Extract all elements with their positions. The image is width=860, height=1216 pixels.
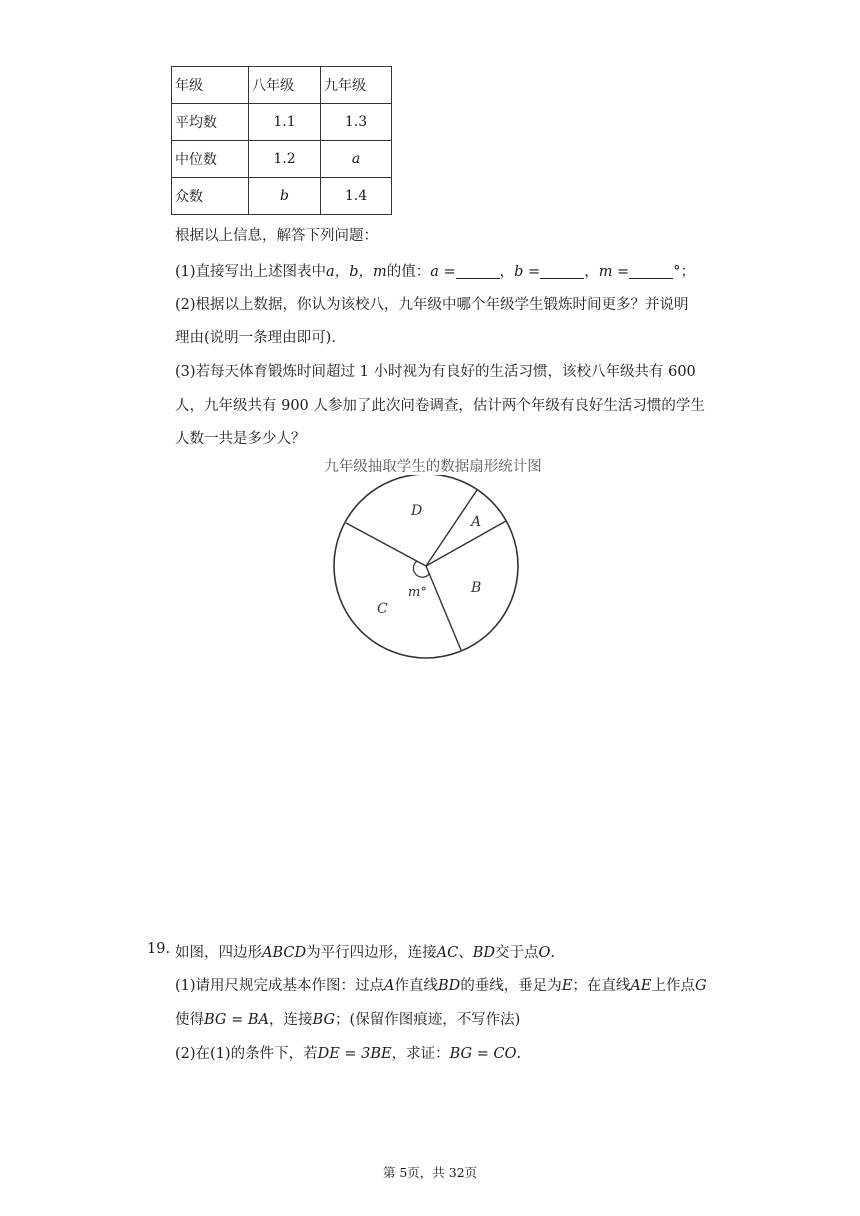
table-cell: 1.4 [321,178,392,215]
q19-text: 上作点 [651,978,695,994]
answer-blank[interactable] [456,264,500,280]
q19-var: AE [630,978,652,994]
pie-chart-figure [320,475,540,675]
sector-label-a: A [471,514,482,530]
q19-var: BG = CO [449,1046,517,1062]
table-header-cell: 九年级 [321,67,392,104]
q1-prefix: (1)直接写出上述图表中 [175,264,327,280]
page-footer: 第 5页，共 32页 [382,1165,478,1180]
sector-label-b: B [471,580,482,596]
pie-divider-line [426,490,477,566]
question-3-line2: 人，九年级共有 900 人参加了此次问卷调查，估计两个年级有良好生活习惯的学生 [175,398,705,414]
table-row [172,67,392,104]
q19-text: ，求证： [391,1046,450,1062]
table-header-cell: 年级 [172,67,249,104]
q19-text: . [550,945,555,961]
sector-label-c: C [377,601,388,617]
sector-label-d: D [411,503,423,519]
pie-divider-line [426,566,461,650]
question-2-line2: 理由(说明一条理由即可)． [175,330,346,346]
q1-b-label: b = [514,264,541,280]
pie-divider-line [426,521,506,566]
figure-title: 九年级抽取学生的数据扇形统计图 [324,459,542,475]
q19-text: ，连接 [269,1012,313,1028]
q19-text: (1)请用尺规完成基本作图：过点 [175,978,385,994]
q19-var: BG = BA [204,1012,270,1028]
table-header-cell: 八年级 [249,67,321,104]
q1-sep: ， [499,264,515,280]
question-19-part2 [175,1042,521,1063]
table-row-label: 平均数 [172,104,249,141]
table-row-label: 中位数 [172,141,249,178]
table-cell-variable: b [280,188,289,204]
q19-text: ；(保留作图痕迹，不写作法) [335,1012,521,1028]
answer-blank[interactable] [540,264,584,280]
q19-text: 交于点 [494,945,539,961]
q1-m-label: m = [598,264,630,280]
question-number: 19. [147,941,171,957]
q19-var: G [694,978,707,994]
q19-var: DE = 3BE [317,1046,392,1062]
q19-var: AC [436,945,459,961]
question-1 [175,260,695,281]
table-cell: 1.1 [249,104,321,141]
question-19-part1-line2 [175,1008,520,1029]
q19-text: ；在直线 [572,978,631,994]
q19-var: BD [438,978,461,994]
table-row [172,141,392,178]
q1-sep: ， [584,264,599,280]
q19-text: 作直线 [394,978,439,994]
angle-label: m° [408,585,427,600]
q1-a-label: a = [430,264,456,280]
q19-var: BG [312,1012,336,1028]
q19-var: E [561,978,573,994]
statistics-table [171,66,392,215]
q1-vars: a，b，m [326,264,387,280]
table-row [172,104,392,141]
instruction-text: 根据以上信息，解答下列问题： [175,228,378,244]
q19-text: . [516,1046,522,1062]
table-cell [321,141,392,178]
q19-text: 如图，四边形 [175,945,262,961]
table-row-label: 众数 [172,178,249,215]
q19-var: A [384,978,395,994]
table-cell: 1.3 [321,104,392,141]
q19-text: 、 [458,945,473,961]
q1-mid: 的值： [386,264,431,280]
table-cell [249,178,321,215]
q19-text: 使得 [175,1012,204,1028]
question-2-line1: (2)根据以上数据，你认为该校八，九年级中哪个年级学生锻炼时间更多？并说明 [175,297,689,313]
pie-divider-line [346,523,426,566]
question-19-part1-line1 [175,974,707,995]
answer-blank[interactable] [629,264,673,280]
question-3-line3: 人数一共是多少人？ [175,431,306,447]
table-cell: 1.2 [249,141,321,178]
q19-var: BD [472,945,495,961]
q19-text: (2)在(1)的条件下，若 [175,1046,318,1062]
question-3-line1: (3)若每天体育锻炼时间超过 1 小时视为有良好的生活习惯，该校八年级共有 600 [175,364,696,380]
q1-end: °； [673,264,695,280]
table-row [172,178,392,215]
q19-var: ABCD [262,945,307,961]
q19-var: O [538,945,551,961]
q19-text: 为平行四边形，连接 [306,945,437,961]
table-cell-variable: a [351,151,361,167]
q19-text: 的垂线，垂足为 [460,978,562,994]
question-19-stem [175,941,555,962]
